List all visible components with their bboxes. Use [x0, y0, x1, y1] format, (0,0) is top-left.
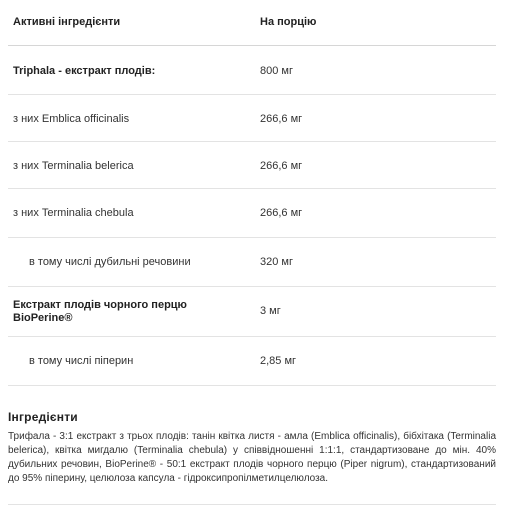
- row-name-line1: Екстракт плодів чорного перцю: [13, 299, 187, 311]
- row-name: з них Terminalia chebula: [13, 207, 134, 219]
- row-name: з них Terminalia belerica: [13, 160, 134, 172]
- row-value: 800 мг: [260, 65, 293, 77]
- row-name: в тому числі дубильні речовини: [29, 256, 191, 268]
- row-name: в тому числі піперин: [29, 355, 134, 367]
- row-value: 3 мг: [260, 305, 281, 317]
- row-value: 266,6 мг: [260, 207, 303, 219]
- table-row: [8, 337, 496, 386]
- ingredients-title: Інгредієнти: [8, 410, 78, 424]
- row-value: 266,6 мг: [260, 113, 303, 125]
- table-header-row: [8, 0, 496, 46]
- table-row: [8, 142, 496, 189]
- table-row: [8, 95, 496, 142]
- row-value: 266,6 мг: [260, 160, 303, 172]
- row-name: Triphala - екстракт плодів:: [13, 65, 156, 77]
- table-row: [8, 238, 496, 287]
- table-row: [8, 287, 496, 337]
- row-name-line2: BioPerine®: [13, 312, 73, 324]
- ingredients-section: [8, 410, 496, 486]
- header-per-serving: На порцію: [260, 16, 317, 28]
- row-value: 2,85 мг: [260, 355, 297, 367]
- section-divider: [8, 504, 496, 505]
- table-row: [8, 46, 496, 95]
- table-row: [8, 189, 496, 238]
- header-active-ingredients: Активні інгредієнти: [13, 16, 121, 28]
- row-value: 320 мг: [260, 256, 293, 268]
- row-name: [13, 299, 253, 325]
- nutrition-table: [8, 0, 496, 386]
- ingredients-text: Трифала - 3:1 екстракт з трьох плодів: танін квітка листя - амла (Emblica officinalis), бібхітака (Terminalia belerica), квітка мигдалю (Terminalia chebula) у співвідношенні 1:1:1, стандартизоване до мін. 40% дубильних речовин, BioPerine® - 50:1 екстракт плодів чорного перцю (Piper nigrum), стандартизований до 95% піперину, целюлоза капсула - гідроксипропілметилцелюлоза.: [8, 431, 496, 484]
- row-name: з них Emblica officinalis: [13, 113, 130, 125]
